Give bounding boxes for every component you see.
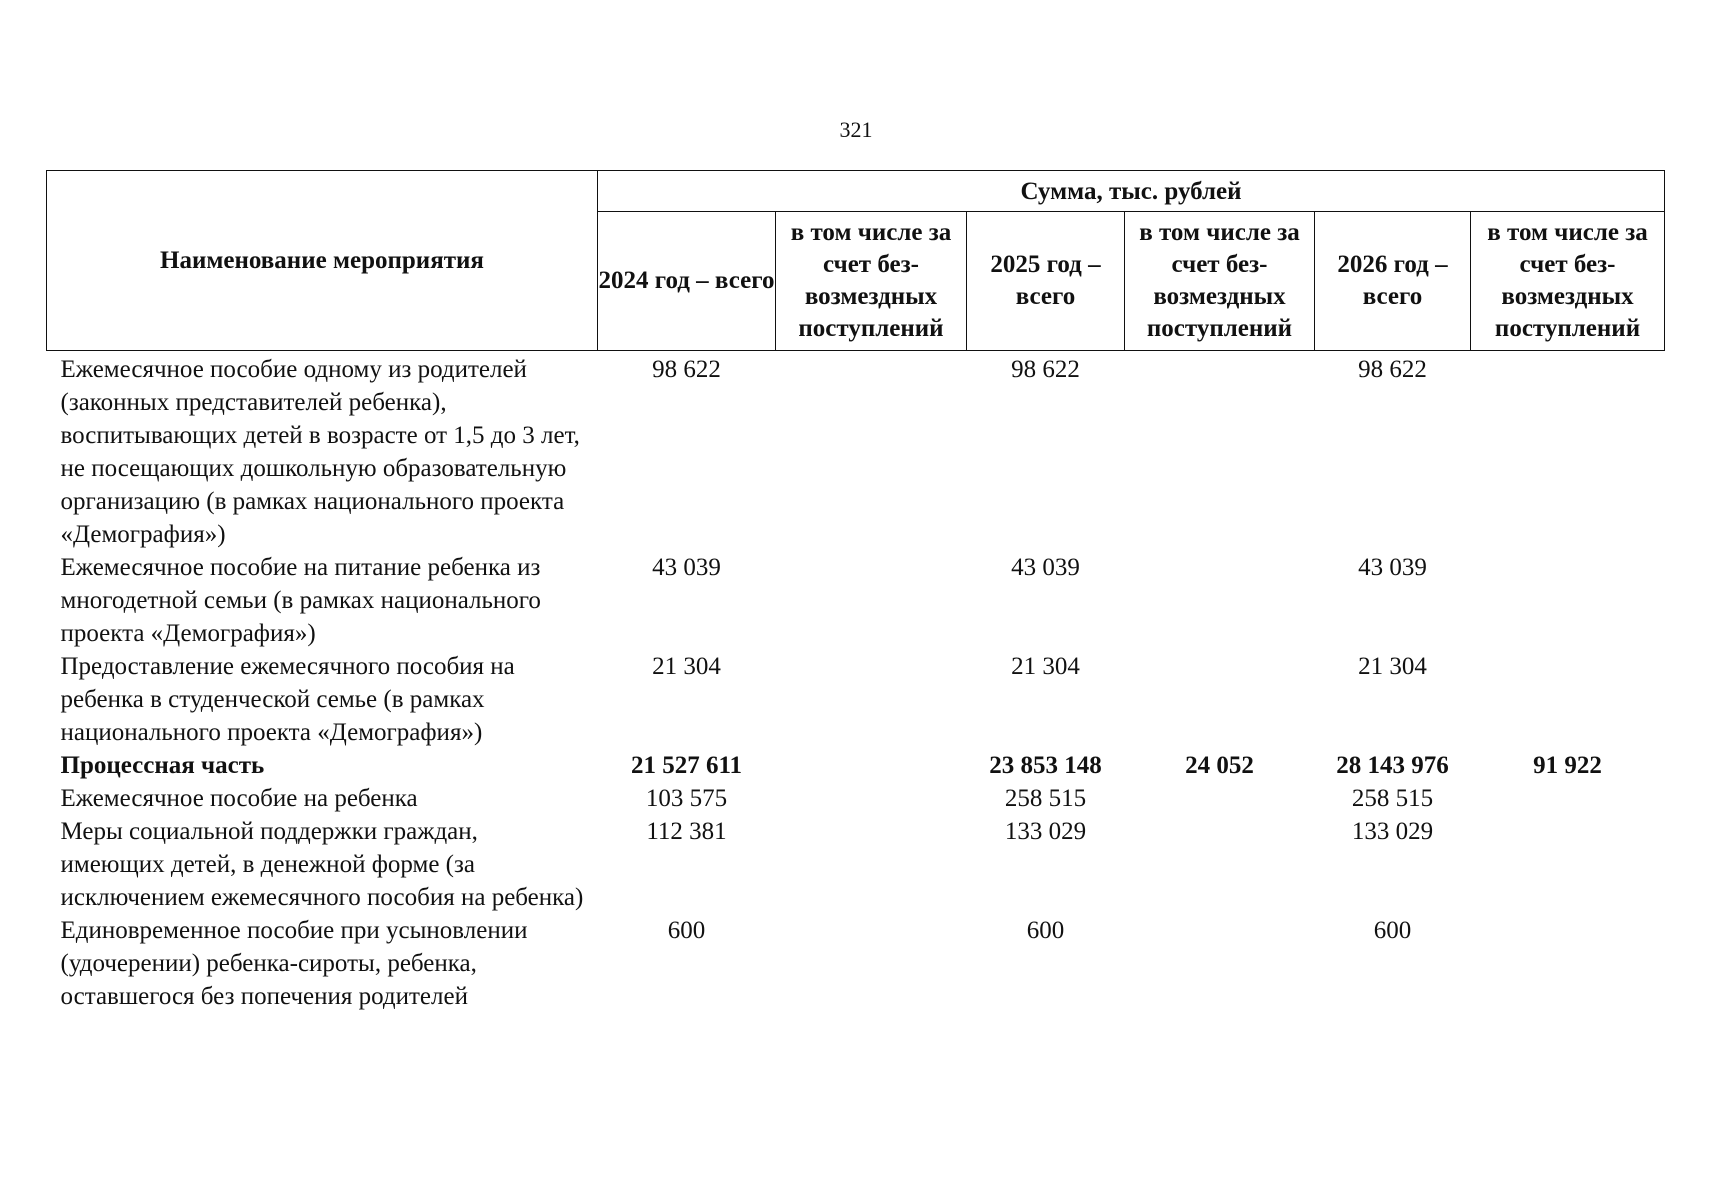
row-name: Ежемесячное пособие на ребенка [60, 785, 418, 812]
row-name: Меры социальной поддержки граждан, имеющих детей, в денежной форме (за исключением ежемесячного пособия на ребенка) [60, 818, 584, 911]
value-2024-total: 21 304 [652, 653, 721, 680]
row-name: Единовременное пособие при усыновлении (удочерении) ребенка-сироты, ребенка, оставшегося без попечения родителей [60, 917, 528, 1010]
column-header-2024-total: 2024 год – всего [598, 212, 776, 351]
value-2025-grants [1125, 815, 1315, 914]
table-header [47, 171, 1665, 351]
value-2025-grants [1125, 650, 1315, 749]
value-2025-grants [1125, 914, 1315, 1013]
column-header-2025-total: 2025 год – всего [967, 212, 1125, 351]
value-2024-grants [776, 782, 967, 815]
value-2024-grants [776, 551, 967, 650]
column-header-2026-grants: в том числе за счет без-возмездных поступлений [1471, 212, 1665, 351]
value-2024-total: 98 622 [652, 356, 721, 383]
value-2025-grants [1125, 782, 1315, 815]
table-row [47, 351, 1665, 552]
value-2026-total: 43 039 [1358, 554, 1427, 581]
column-header-2026-total: 2026 год – всего [1315, 212, 1471, 351]
row-name: Предоставление ежемесячного пособия на ребенка в студенческой семье (в рамках национального проекта «Демография») [60, 653, 515, 746]
value-2026-total: 28 143 976 [1336, 752, 1449, 779]
value-2025-total: 43 039 [1011, 554, 1080, 581]
value-2024-grants [776, 749, 967, 782]
value-2026-grants: 91 922 [1533, 752, 1602, 779]
value-2024-grants [776, 914, 967, 1013]
value-2026-total: 133 029 [1351, 818, 1434, 845]
value-2025-total: 258 515 [1004, 785, 1087, 812]
column-header-2025-grants: в том числе за счет без-возмездных поступлений [1125, 212, 1315, 351]
table-body [47, 351, 1665, 1014]
value-2026-grants [1471, 914, 1665, 1013]
value-2025-total: 21 304 [1011, 653, 1080, 680]
value-2024-total: 112 381 [646, 818, 727, 845]
value-2026-total: 21 304 [1358, 653, 1427, 680]
value-2026-grants [1471, 351, 1665, 552]
sum-group-header: Сумма, тыс. рублей [598, 171, 1665, 212]
name-column-header: Наименование мероприятия [47, 171, 598, 351]
table-row-section-total [47, 749, 1665, 782]
value-2024-grants [776, 351, 967, 552]
value-2026-total: 258 515 [1351, 785, 1434, 812]
table-row [47, 551, 1665, 650]
value-2024-grants [776, 815, 967, 914]
value-2024-total: 103 575 [645, 785, 728, 812]
value-2024-grants [776, 650, 967, 749]
value-2025-grants: 24 052 [1185, 752, 1254, 779]
table-row [47, 815, 1665, 914]
value-2024-total: 43 039 [652, 554, 721, 581]
value-2026-total: 98 622 [1358, 356, 1427, 383]
row-name: Ежемесячное пособие одному из родителей (законных представителей ребенка), воспитывающих детей в возрасте от 1,5 до 3 лет, не посещающих дошкольную образовательную организацию (в рамках национального проекта «Демография») [60, 356, 580, 548]
value-2026-grants [1471, 782, 1665, 815]
page-number: 321 [839, 117, 873, 142]
row-name: Процессная часть [60, 752, 265, 779]
value-2026-grants [1471, 551, 1665, 650]
row-name: Ежемесячное пособие на питание ребенка из многодетной семьи (в рамках национального проекта «Демография») [60, 554, 541, 647]
value-2026-grants [1471, 815, 1665, 914]
budget-table [46, 170, 1665, 1013]
value-2025-grants [1125, 551, 1315, 650]
value-2025-grants [1125, 351, 1315, 552]
value-2025-total: 98 622 [1011, 356, 1080, 383]
table-row [47, 650, 1665, 749]
value-2025-total: 133 029 [1004, 818, 1087, 845]
column-header-2024-grants: в том числе за счет без-возмездных поступлений [776, 212, 967, 351]
value-2026-total: 600 [1373, 917, 1412, 944]
value-2024-total: 21 527 611 [630, 752, 743, 779]
table-row [47, 914, 1665, 1013]
table-row [47, 782, 1665, 815]
value-2026-grants [1471, 650, 1665, 749]
value-2025-total: 600 [1026, 917, 1065, 944]
value-2025-total: 23 853 148 [989, 752, 1102, 779]
value-2024-total: 600 [667, 917, 706, 944]
